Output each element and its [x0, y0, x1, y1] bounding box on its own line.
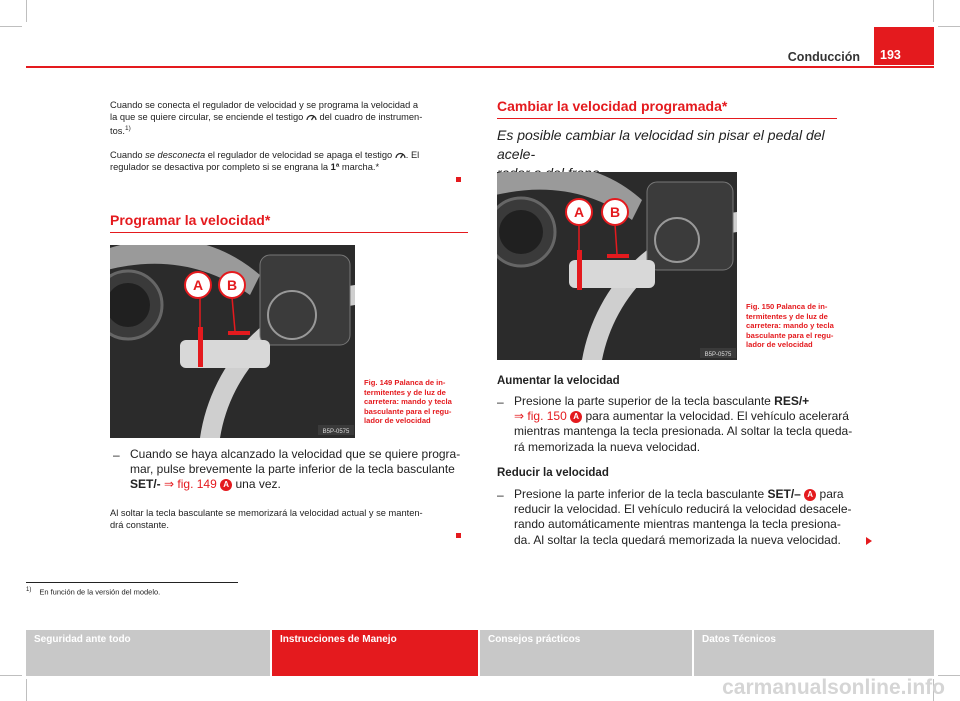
steering-lever-illustration: [497, 172, 737, 360]
paragraph-note: Al soltar la tecla basculante se memorizará la velocidad actual y se manten- drá constante.: [110, 508, 423, 530]
figure-label-b: B: [609, 204, 621, 220]
figure-149: [110, 245, 355, 438]
section-rule: [110, 232, 468, 233]
arrow-right-icon: [866, 537, 872, 545]
footer-tab-operation[interactable]: Instrucciones de Manejo: [272, 630, 478, 676]
section-rule: [497, 118, 837, 119]
callout-badge-a: A: [570, 411, 582, 423]
footnote: $^{1)}$ En función de la versión del modelo.: [26, 587, 161, 597]
footer-tab-safety[interactable]: Seguridad ante todo: [26, 630, 270, 676]
crop-mark: [938, 26, 960, 27]
list-dash: –: [113, 448, 120, 462]
speedometer-lamp-icon: [395, 150, 406, 159]
figure-label-a: A: [573, 204, 585, 220]
figure-label-b: B: [226, 277, 238, 293]
page-number: 193: [874, 27, 934, 65]
crop-mark: [0, 26, 22, 27]
header-rule: [26, 66, 934, 68]
paragraph-intro: Cuando se conecta el regulador de velocidad y se programa la velocidad a la que se quiere circular, se enciende el testigo del cuadro de instrumen- tos.$^{1)}$: [110, 100, 423, 137]
footer-tab-tech-data[interactable]: Datos Técnicos: [694, 630, 934, 676]
watermark: carmanualsonline.info: [722, 676, 945, 699]
step-decrease-speed: Presione la parte inferior de la tecla basculante SET/– A para reducir la velocidad. El vehículo reducirá la velocidad desacele- rando automáticamente mientras mantenga la tecla presiona- da. Al soltar la tecla quedará memorizada la nueva velocidad.: [514, 487, 852, 547]
figure-caption-150: Fig. 150 Palanca de in- termitentes y de luz de carretera: mando y tecla basculante para el regu- lador de velocidad: [746, 302, 834, 349]
running-header: Conducción: [787, 50, 860, 64]
figure-caption-149: Fig. 149 Palanca de in- termitentes y de luz de carretera: mando y tecla basculante para el regu- lador de velocidad: [364, 378, 452, 425]
step-program-speed: Cuando se haya alcanzado la velocidad que se quiere progra- mar, pulse brevemente la parte inferior de la tecla basculante SET/- ⇒ fig. 149 A una vez.: [130, 447, 461, 492]
callout-badge-a: A: [804, 489, 816, 501]
callout-badge-a: A: [220, 479, 232, 491]
end-of-section-mark: [456, 177, 461, 182]
steering-lever-illustration: [110, 245, 355, 438]
figure-reference-link[interactable]: ⇒ fig. 150: [514, 409, 567, 424]
image-code: B5P-0575: [704, 352, 732, 358]
list-dash: –: [497, 395, 504, 409]
section-title-programar: Programar la velocidad*: [110, 212, 271, 228]
list-dash: –: [497, 488, 504, 502]
speedometer-lamp-icon: [306, 112, 317, 121]
crop-mark: [26, 679, 27, 701]
crop-mark: [0, 675, 22, 676]
footnote-rule: [26, 582, 238, 583]
section-intro: Es posible cambiar la velocidad sin pisar el pedal del acele-: [497, 127, 825, 162]
footer-tab-tips[interactable]: Consejos prácticos: [480, 630, 692, 676]
figure-150: [497, 172, 737, 360]
subheading-decrease: Reducir la velocidad: [497, 467, 609, 479]
subheading-increase: Aumentar la velocidad: [497, 375, 620, 387]
step-increase-speed: Presione la parte superior de la tecla basculante RES/+ ⇒ fig. 150 A para aumentar la velocidad. El vehículo acelerará mientras mantenga la tecla presionada. Al soltar la tecla queda- rá memorizada la nueva velocidad.: [514, 394, 853, 454]
crop-mark: [26, 0, 27, 22]
image-code: B5P-0575: [322, 429, 350, 435]
crop-mark: [933, 0, 934, 22]
figure-label-a: A: [192, 277, 204, 293]
end-of-section-mark: [456, 533, 461, 538]
section-title-cambiar: Cambiar la velocidad programada*: [497, 98, 728, 114]
figure-reference-link[interactable]: ⇒ fig. 149: [164, 477, 217, 492]
paragraph-deactivate: Cuando se desconecta el regulador de velocidad se apaga el testigo . El regulador se desactiva por completo si se engrana la 1ª marcha.*: [110, 150, 420, 172]
